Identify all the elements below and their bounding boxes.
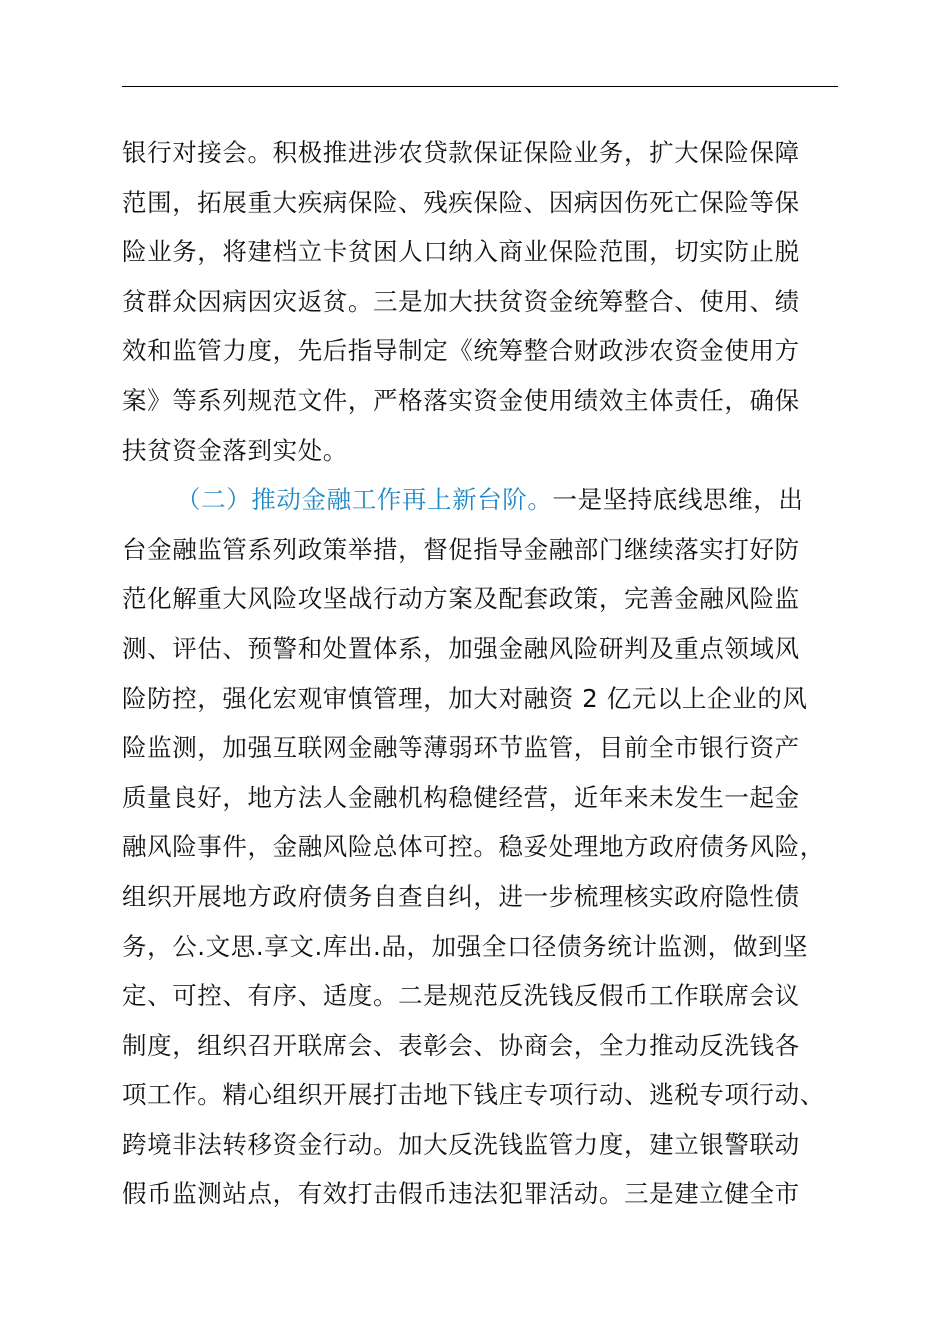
text-line: 融风险事件，金融风险总体可控。稳妥处理地方政府债务风险， bbox=[122, 832, 825, 862]
text-line: 范围，拓展重大疾病保险、残疾保险、因病因伤死亡保险等保 bbox=[122, 187, 800, 217]
text-line: 跨境非法转移资金行动。加大反洗钱监管力度，建立银警联动 bbox=[122, 1129, 800, 1159]
text-line: 案》等系列规范文件，严格落实资金使用绩效主体责任，确保 bbox=[122, 385, 800, 415]
text-line: 定、可控、有序、适度。二是规范反洗钱反假币工作联席会议 bbox=[122, 981, 800, 1011]
text-line: 假币监测站点，有效打击假币违法犯罪活动。三是建立健全市 bbox=[122, 1179, 800, 1209]
text-line: 测、评估、预警和处置体系，加强金融风险研判及重点领域风 bbox=[122, 633, 800, 663]
paragraph-2 bbox=[122, 475, 838, 1219]
text-line: 项工作。精心组织开展打击地下钱庄专项行动、逃税专项行动、 bbox=[122, 1080, 825, 1110]
text-line: 险业务，将建档立卡贫困人口纳入商业保险范围，切实防止脱 bbox=[122, 237, 800, 267]
text-line: 扶贫资金落到实处。 bbox=[122, 435, 348, 465]
text-line-rest: 一是坚持底线思维，出 bbox=[552, 485, 804, 515]
text-line: 范化解重大风险攻坚战行动方案及配套政策，完善金融风险监 bbox=[122, 584, 800, 614]
text-line: 台金融监管系列政策举措，督促指导金融部门继续落实打好防 bbox=[122, 534, 800, 564]
paragraph-2-first-line bbox=[122, 475, 838, 525]
text-line: 制度，组织召开联席会、表彰会、协商会，全力推动反洗钱各 bbox=[122, 1030, 800, 1060]
text-line: 贫群众因病因灾返贫。三是加大扶贫资金统筹整合、使用、绩 bbox=[122, 286, 800, 316]
text-line: 质量良好，地方法人金融机构稳健经营，近年来未发生一起金 bbox=[122, 782, 800, 812]
text-line: 效和监管力度，先后指导制定《统筹整合财政涉农资金使用方 bbox=[122, 336, 800, 366]
text-line: 组织开展地方政府债务自查自纠，进一步梳理核实政府隐性债 bbox=[122, 881, 800, 911]
text-line: 银行对接会。积极推进涉农贷款保证保险业务，扩大保险保障 bbox=[122, 138, 800, 167]
header-rule bbox=[122, 86, 838, 87]
text-line: 务，公.文思.享文.库出.品，加强全口径债务统计监测，做到坚 bbox=[122, 931, 809, 961]
text-line: 险防控，强化宏观审慎管理，加大对融资 2 亿元以上企业的风 bbox=[122, 683, 808, 713]
document-body bbox=[122, 128, 838, 1219]
paragraph-1 bbox=[122, 128, 838, 475]
text-line: 险监测，加强互联网金融等薄弱环节监管，目前全市银行资产 bbox=[122, 733, 800, 763]
section-heading: （二）推动金融工作再上新台阶。 bbox=[176, 485, 553, 515]
